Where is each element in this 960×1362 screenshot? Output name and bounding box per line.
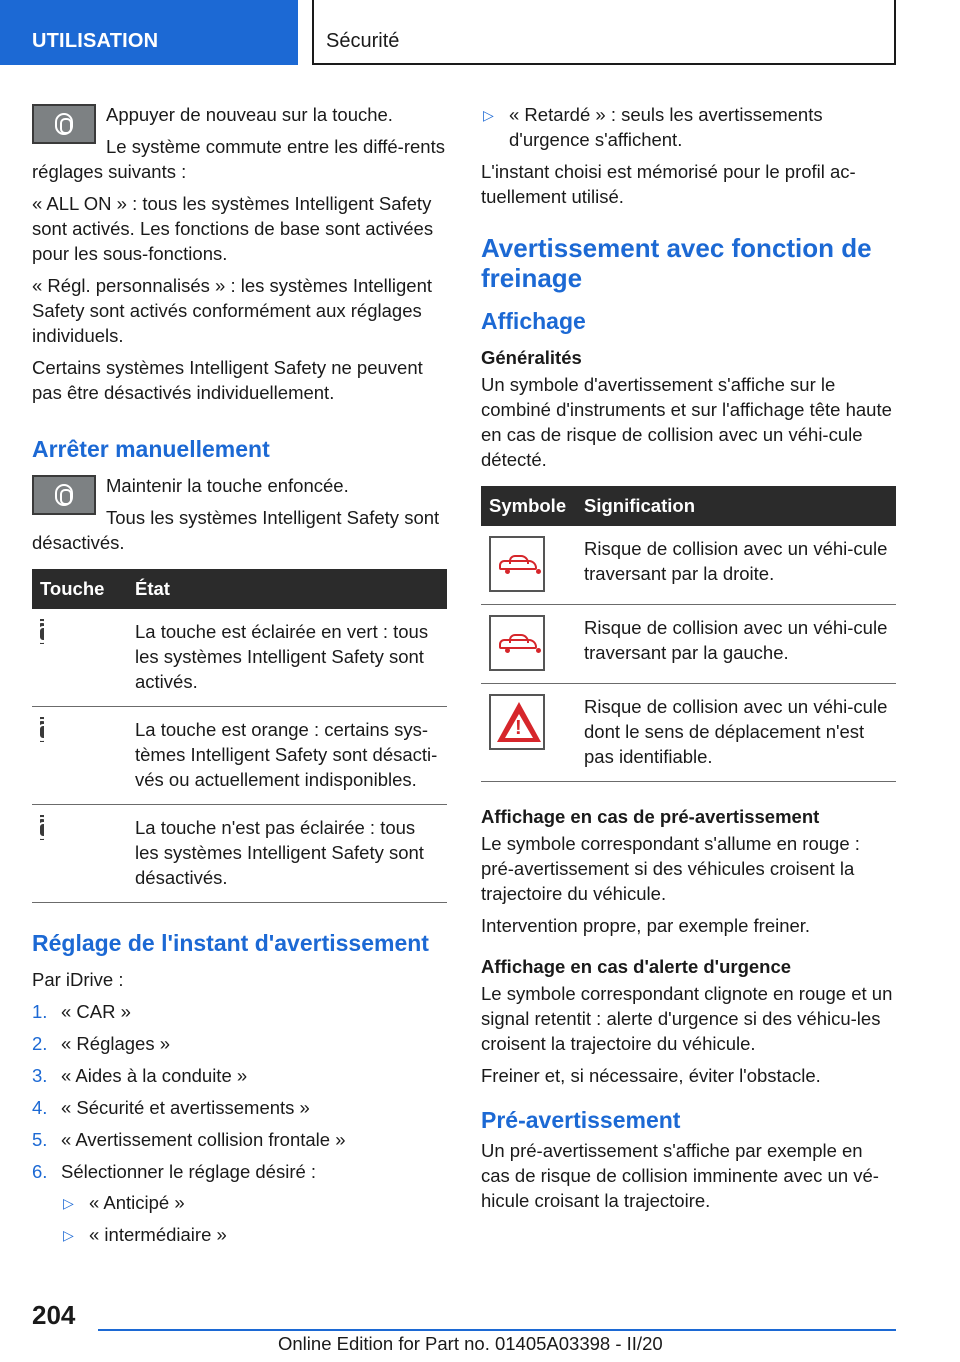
table-row — [32, 805, 447, 903]
press-again-block — [32, 102, 447, 184]
heading-manual-off: Arrêter manuellement — [32, 436, 270, 462]
paragraph: Maintenir la touche enfoncée. — [106, 475, 349, 496]
paragraph: Le système commute entre les diffé-rents réglages suivants : — [32, 136, 445, 182]
left-column — [32, 102, 447, 1254]
heading-warning-time-setting: Réglage de l'instant d'avertissement — [32, 930, 429, 956]
table-row — [481, 684, 896, 782]
table-header: Signification — [576, 486, 896, 526]
heading-pre-warning: Pré-avertissement — [481, 1107, 681, 1133]
symbol-table — [481, 486, 896, 782]
paragraph: Le symbole correspondant clignote en rouge et un signal retentit : alerte d'urgence si des véhicu-les croisent la trajectoire du véhicule. — [481, 983, 893, 1054]
paragraph: Tous les systèmes Intelligent Safety sont désactivés. — [32, 507, 440, 553]
right-column — [481, 102, 896, 1220]
paragraph: Un symbole d'avertissement s'affiche sur le combiné d'instruments et sur l'affichage tête haute en cas de risque de collision avec un véhi-cule détecté. — [481, 374, 892, 470]
intelligent-safety-button-green-icon — [40, 619, 44, 644]
paragraph: Par iDrive : — [32, 969, 124, 990]
intelligent-safety-button-icon — [32, 475, 96, 515]
heading-urgent-warning-display: Affichage en cas d'alerte d'urgence — [481, 956, 792, 977]
paragraph: Intervention propre, par exemple freiner. — [481, 915, 811, 936]
edition-text: Online Edition for Part no. 01405A03398 - II/20 — [278, 1333, 663, 1354]
intelligent-safety-button-icon — [32, 104, 96, 144]
list-item: 5. « Avertissement collision frontale » — [32, 1129, 346, 1150]
table-header: Symbole — [481, 486, 576, 526]
table-row — [481, 526, 896, 605]
table-cell: La touche n'est pas éclairée : tous les systèmes Intelligent Safety sont désactivés. — [127, 805, 447, 903]
car-crossing-right-icon — [489, 536, 545, 592]
option-sublist — [61, 1190, 447, 1247]
idrive-steps-list — [32, 999, 447, 1247]
table-cell: Risque de collision avec un véhi-cule traversant par la droite. — [576, 526, 896, 605]
chapter-tab: UTILISATION — [0, 0, 298, 65]
table-row — [481, 605, 896, 684]
intelligent-safety-button-orange-icon — [40, 717, 44, 742]
car-crossing-left-icon — [489, 615, 545, 671]
footer-divider — [98, 1329, 896, 1331]
heading-braking-warning: Avertissement avec fonction de freinage — [481, 233, 872, 293]
list-item: 3. « Aides à la conduite » — [32, 1065, 248, 1086]
list-item: 1. « CAR » — [32, 1001, 131, 1022]
heading-general: Généralités — [481, 347, 582, 368]
table-header: État — [127, 569, 447, 609]
table-cell: La touche est orange : certains sys-tèmes Intelligent Safety sont désacti-vés ou actuellement indisponibles. — [127, 707, 447, 805]
paragraph: Appuyer de nouveau sur la touche. — [106, 104, 393, 125]
paragraph: Certains systèmes Intelligent Safety ne peuvent pas être désactivés individuellement. — [32, 357, 423, 403]
table-header: Touche — [32, 569, 127, 609]
paragraph: Freiner et, si nécessaire, éviter l'obstacle. — [481, 1065, 821, 1086]
page-number: 204 — [32, 1300, 76, 1330]
list-item: 4. « Sécurité et avertissements » — [32, 1097, 310, 1118]
option-sublist — [453, 102, 896, 152]
paragraph: « Régl. personnalisés » : les systèmes Intelligent Safety sont activés conformément aux réglages individuels. — [32, 275, 433, 346]
hold-button-block — [32, 473, 447, 555]
intelligent-safety-button-off-icon — [40, 815, 44, 840]
list-item: 2. « Réglages » — [32, 1033, 171, 1054]
table-cell: Risque de collision avec un véhi-cule dont le sens de déplacement n'est pas identifiable. — [576, 684, 896, 782]
paragraph: « ALL ON » : tous les systèmes Intelligent Safety sont activés. Les fonctions de base sont activées pour les sous-fonctions. — [32, 193, 434, 264]
table-row — [32, 707, 447, 805]
table-cell: Risque de collision avec un véhi-cule traversant par la gauche. — [576, 605, 896, 684]
heading-pre-warning-display: Affichage en cas de pré-avertissement — [481, 806, 820, 827]
list-item: 6. Sélectionner le réglage désiré : ▷ « Anticipé » ▷ « intermédiaire » — [32, 1159, 447, 1247]
table-cell: La touche est éclairée en vert : tous les systèmes Intelligent Safety sont activés. — [127, 609, 447, 707]
paragraph: Un pré-avertissement s'affiche par exemple en cas de risque de collision imminente avec un vé-hicule croisant la trajectoire. — [481, 1140, 879, 1211]
button-state-table — [32, 569, 447, 903]
heading-display: Affichage — [481, 308, 586, 334]
paragraph: L'instant choisi est mémorisé pour le profil ac-tuellement utilisé. — [481, 161, 856, 207]
warning-triangle-icon: ! — [489, 694, 545, 750]
sub-list-item: ▷ « intermédiaire » — [61, 1222, 447, 1247]
sub-list-item: ▷ « Anticipé » — [61, 1190, 447, 1215]
sub-list-item: ▷ « Retardé » : seuls les avertissements d'urgence s'affichent. — [453, 102, 896, 152]
paragraph: Le symbole correspondant s'allume en rouge : pré-avertissement si des véhicules croisent la trajectoire du véhicule. — [481, 833, 860, 904]
table-row — [32, 609, 447, 707]
section-title: Sécurité — [312, 0, 896, 65]
